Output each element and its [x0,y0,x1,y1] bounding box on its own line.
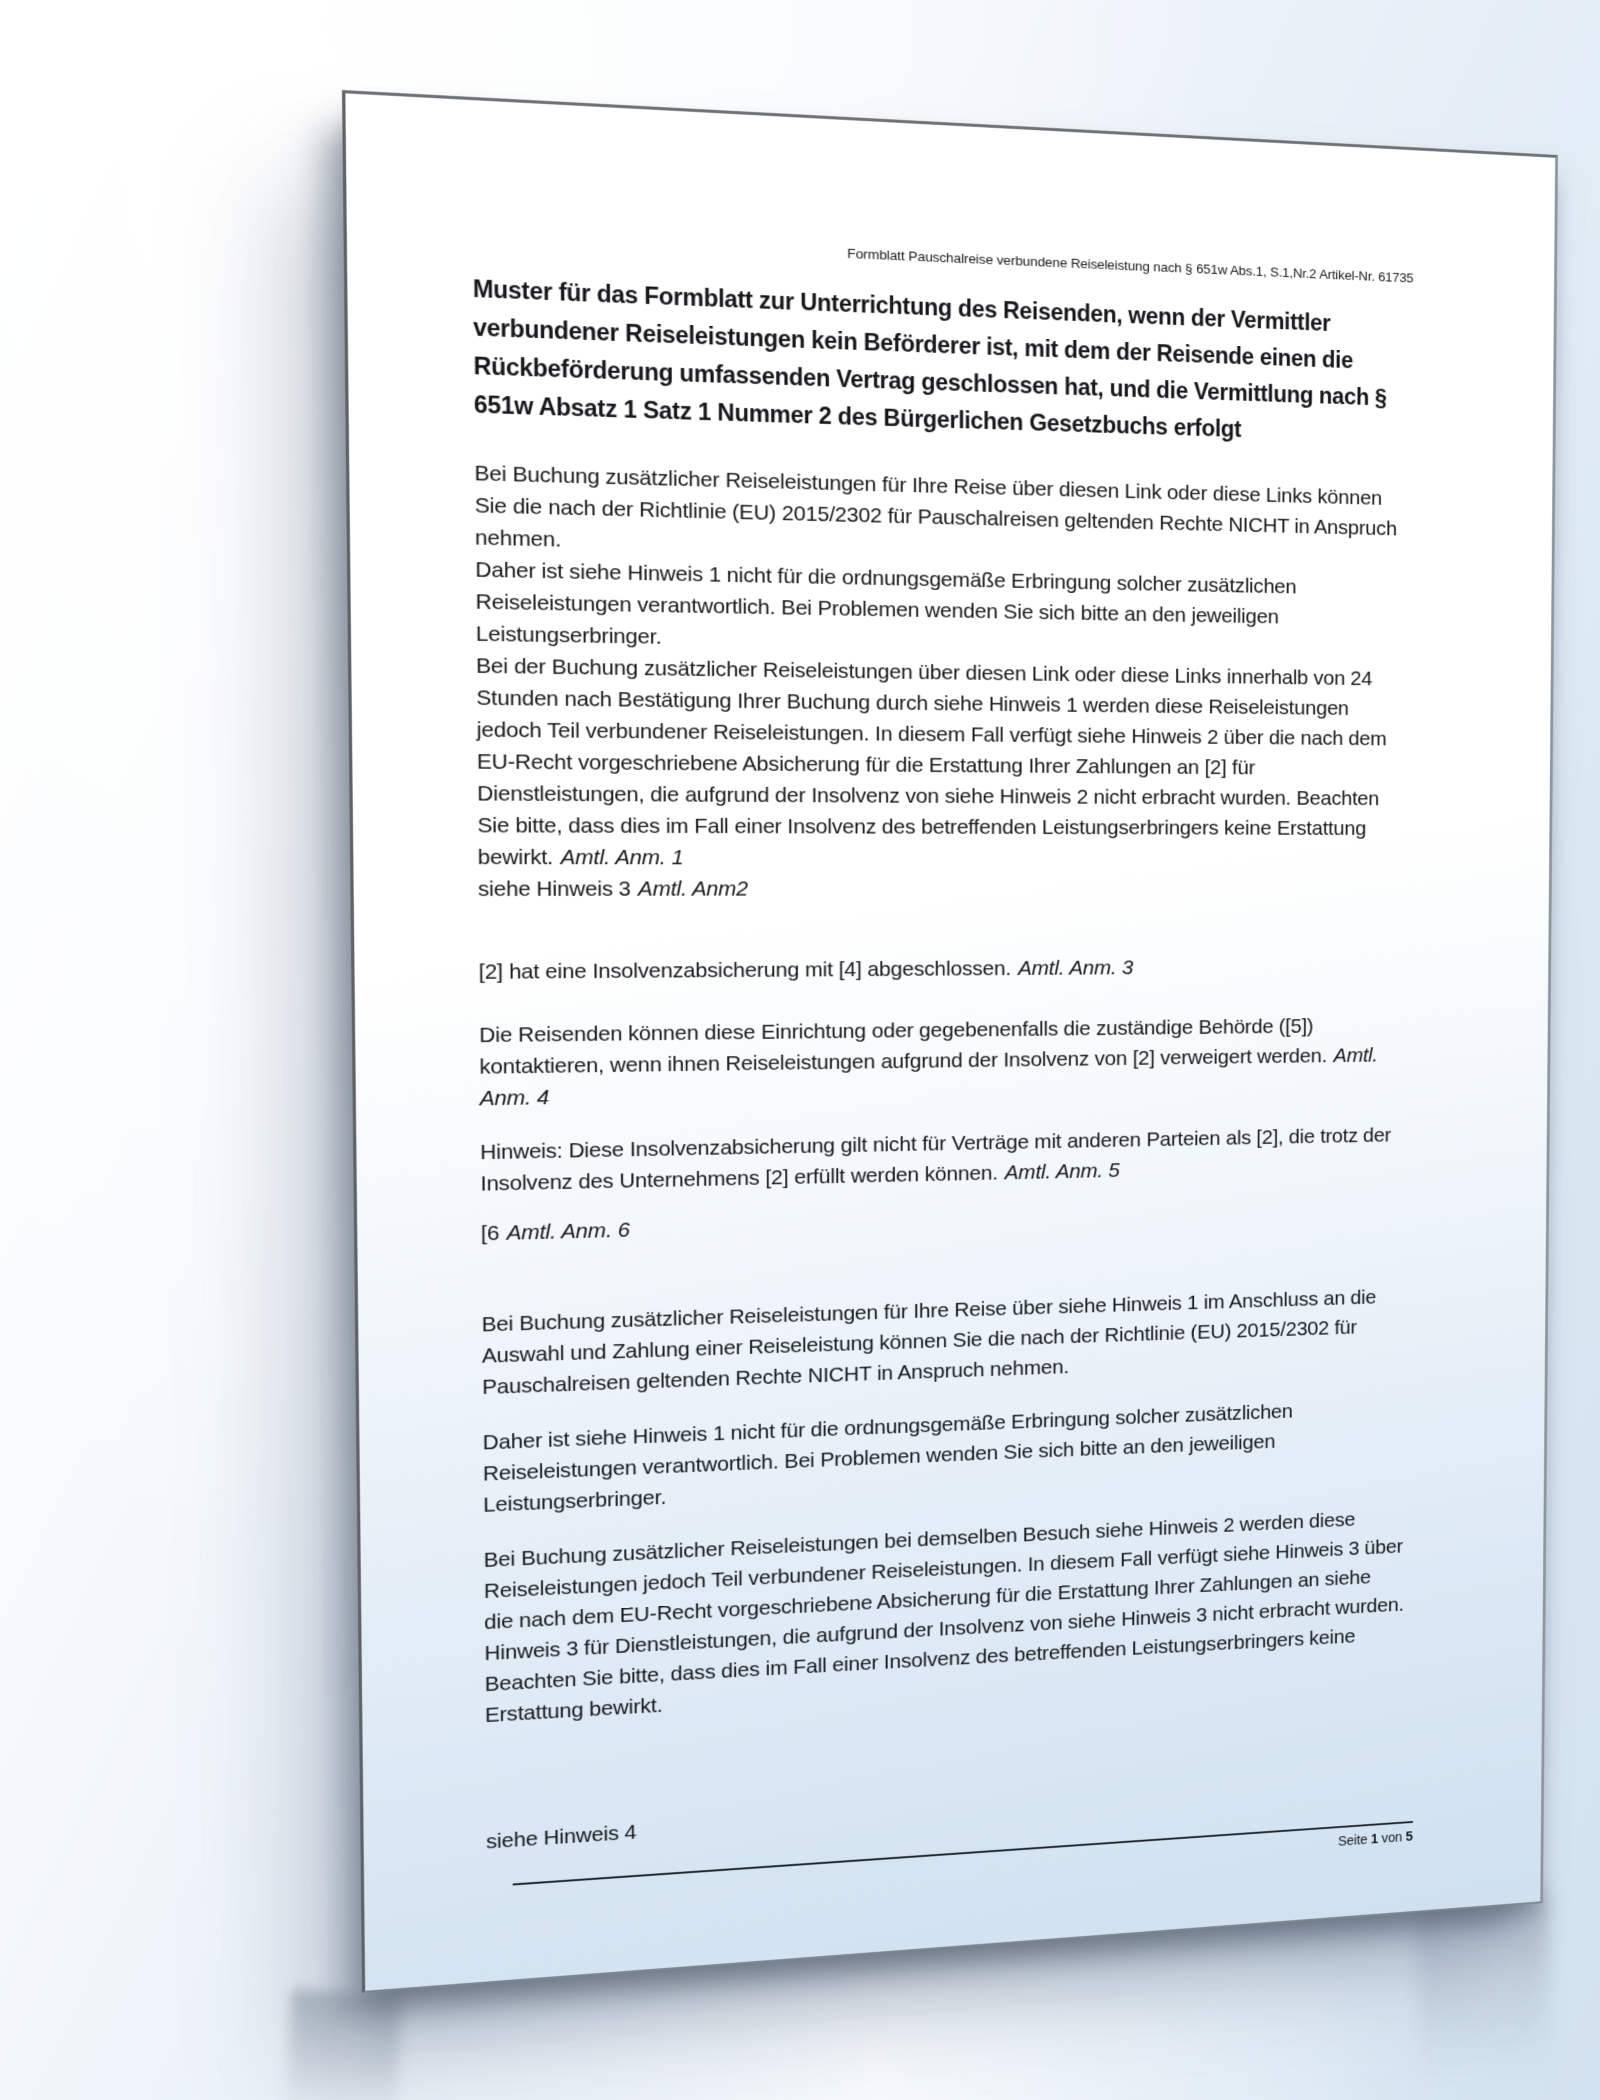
document-page [342,90,1558,1993]
paragraph-text: Die Reisenden können diese Einrichtung oder gegebenenfalls die zuständige Behörde ([5]) kontaktieren, wenn ihnen Reiseleistungen aufgrund der Insolvenz von [2] verweigert werden. [479,1015,1327,1079]
footer-note: siehe Hinweis 4 [485,1820,637,1854]
paragraph-text: Bei der Buchung zusätzlicher Reiseleistungen über diesen Link oder diese Links innerhalb von 24 Stunden nach Bestätigung Ihrer Buchung durch siehe Hinweis 1 werden diese Reiseleistungen jedoch Teil verbundener Reiseleistungen. In diesem Fall verfügt siehe Hinweis 2 über die nach dem EU-Recht vorgeschriebene Absicherung für die Erstattung Ihrer Zahlungen an [2] für Dienstleistungen, die aufgrund der Insolvenz von siehe Hinweis 2 nicht erbracht wurden. Beachten Sie bitte, dass dies im Fall einer Insolvenz des betreffenden Leistungserbringers keine Erstattung bewirkt. [475,654,1387,870]
official-note: Amtl. Anm. 4 [479,1044,1378,1111]
paragraph-text: Hinweis: Diese Insolvenzabsicherung gilt nicht für Verträge mit anderen Parteien als [2], die trotz der Insolvenz des Unternehmens [2] erfüllt werden können. [480,1124,1392,1196]
paragraph [480,1120,1408,1200]
paragraph-text: Bei Buchung zusätzlicher Reiseleistungen für Ihre Reise über diesen Link oder diese Links können Sie die nach der Richtlinie (EU) 2015/2302 für Pauschalreisen geltenden Rechte NICHT in Anspruch nehmen. [474,461,1397,552]
official-note: Amtl. Anm2 [637,877,749,901]
paragraph-text: Daher ist siehe Hinweis 1 nicht für die ordnungsgemäße Erbringung solcher zusätzlichen Reiseleistungen verantwortlich. Bei Problemen wenden Sie sich bitte an den jeweiligen Leistungserbringer. [475,558,1297,649]
paragraph [483,1392,1407,1521]
footer-divider [513,1821,1413,1886]
paragraph [476,650,1411,873]
paragraph-text: [2] hat eine Insolvenzabsicherung mit [4] abgeschlossen. [478,957,1012,984]
page-reflection-left [284,1989,402,2100]
paragraph [475,554,1411,665]
official-note: Amtl. Anm. 6 [506,1218,630,1245]
paragraph-text: siehe Hinweis 3 [477,877,631,902]
paragraph [482,1282,1408,1404]
official-note: Amtl. Anm. 3 [1017,956,1134,980]
paragraph-text: Bei Buchung zusätzlicher Reiseleistungen bei demselben Besuch siehe Hinweis 2 werden diese Reiseleistungen jedoch Teil verbundener Reiseleistungen. In diesem Fall verfügt siehe Hinweis 3 über die nach dem EU-Recht vorgeschriebene Absicherung für die Erstattung Ihrer Zahlungen an siehe Hinweis 3 für Dienstleistungen, die aufgrund der Insolvenz von siehe Hinweis 3 nicht erbracht wurden. Beachten Sie bitte, dass dies im Fall einer Insolvenz des betreffenden Leistungserbringers keine Erstattung bewirkt. [483,1508,1404,1728]
paragraph-text: [6 [480,1221,500,1246]
paragraph [481,1196,1408,1249]
official-note: Amtl. Anm. 5 [1004,1159,1120,1185]
page-reflection-right [1414,1896,1553,2100]
page-number-label: Seite [1338,1831,1371,1849]
paragraph [478,873,1410,905]
paragraph-text: Daher ist siehe Hinweis 1 nicht für die ordnungsgemäße Erbringung solcher zusätzlichen Reiseleistungen verantwortlich. Bei Problemen wenden Sie sich bitte an den jeweiligen Leistungserbringer. [482,1400,1293,1517]
document-header-line: Formblatt Pauschalreise verbundene Reiseleistung nach § 651w Abs.1, S.1,Nr.2 Artikel-Nr. 61735 [847,245,1414,286]
page-number-of: von [1378,1828,1406,1846]
paragraph [479,951,1410,988]
official-note: Amtl. Anm. 1 [560,845,684,870]
document-title: Muster für das Formblatt zur Unterrichtung des Reisenden, wenn der Vermittler verbundener Reiseleistungen kein Beförderer ist, mit dem der Reisende einen die Rückbeförderung umfassenden Vertrag geschlossen hat, und die Vermittlung nach § 651w Absatz 1 Satz 1 Nummer 2 des Bürgerlichen Gesetzbuchs erfolgt [472,275,1387,443]
paragraph [484,1503,1406,1732]
page-number [1338,1828,1413,1848]
paragraph-text: Bei Buchung zusätzlicher Reiseleistungen für Ihre Reise über siehe Hinweis 1 im Anschluss an die Auswahl und Zahlung einer Reiseleistung können Sie die nach der Richtlinie (EU) 2015/2302 für Pauschalreisen geltenden Rechte NICHT in Anspruch nehmen. [481,1286,1377,1400]
paragraph [479,1010,1409,1114]
page-number-total: 5 [1405,1828,1413,1844]
page-number-current: 1 [1370,1830,1379,1847]
